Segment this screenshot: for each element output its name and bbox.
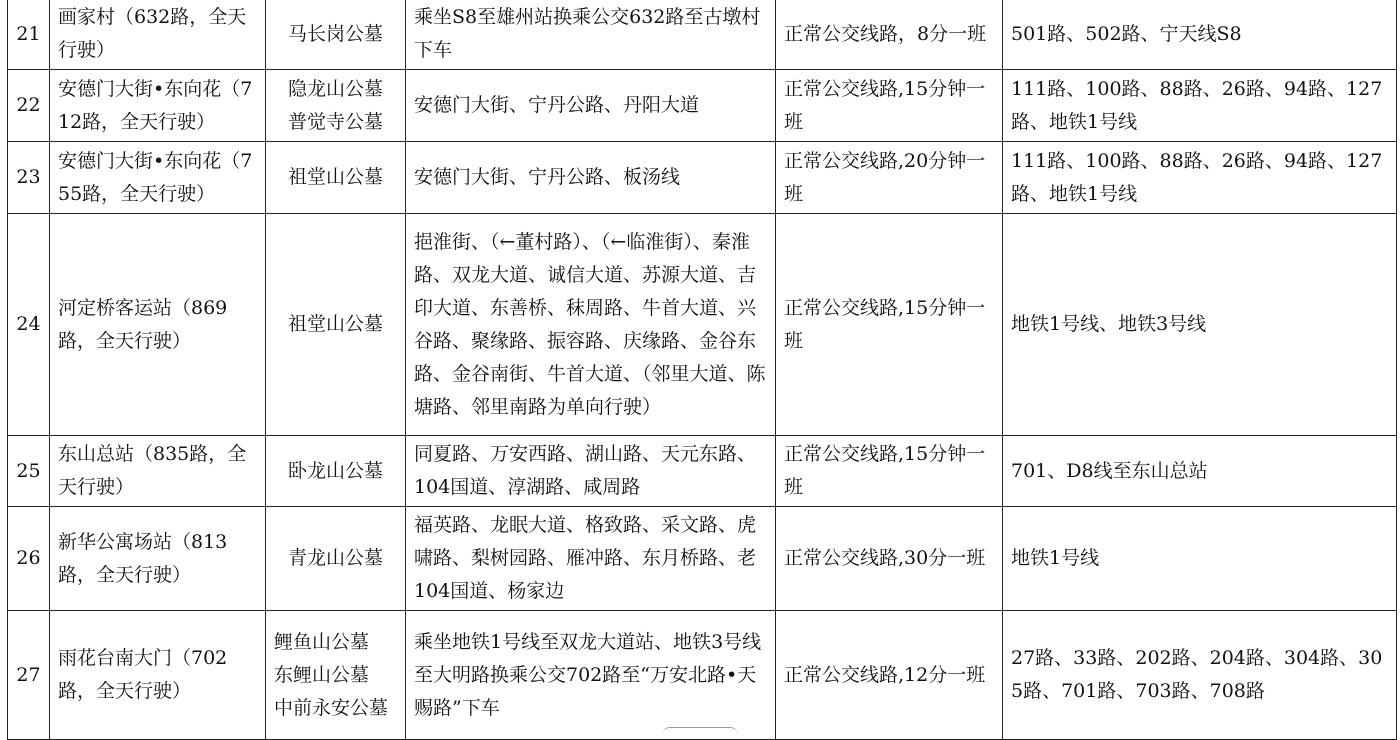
cemetery-name: 隐龙山公墓 <box>287 77 383 100</box>
service-frequency: 正常公交线路,15分钟一班 <box>776 214 1003 436</box>
cemetery-name: 中前永安公墓 <box>274 696 389 719</box>
document-page <box>7 0 1397 740</box>
table-row <box>8 70 1397 142</box>
row-number: 27 <box>8 611 50 740</box>
row-number: 22 <box>8 70 50 142</box>
cemetery-cell <box>266 436 406 507</box>
transfer-lines: 地铁1号线、地铁3号线 <box>1003 214 1397 436</box>
bus-route-table <box>7 0 1397 740</box>
cemetery-name: 祖堂山公墓 <box>287 166 383 188</box>
transfer-lines: 111路、100路、88路、26路、94路、127路、地铁1号线 <box>1003 70 1397 142</box>
cemetery-name: 东鲤山公墓 <box>274 663 370 686</box>
service-frequency: 正常公交线路,12分一班 <box>776 611 1003 740</box>
departure-stop: 安德门大街•东向花（755路，全天行驶） <box>50 142 266 214</box>
cemetery-name: 卧龙山公墓 <box>287 459 383 482</box>
service-frequency: 正常公交线路,15分钟一班 <box>776 436 1003 507</box>
row-number: 23 <box>8 142 50 214</box>
table-row <box>8 436 1397 507</box>
route-description: 安德门大街、宁丹公路、板汤线 <box>406 142 776 214</box>
transfer-lines: 地铁1号线 <box>1003 507 1397 611</box>
cemetery-cell <box>266 70 406 142</box>
cemetery-name: 普觉寺公墓 <box>287 110 383 133</box>
transfer-lines: 501路、502路、宁天线S8 <box>1003 0 1397 70</box>
transfer-lines: 27路、33路、202路、204路、304路、305路、701路、703路、708路 <box>1003 611 1397 740</box>
transfer-lines: 111路、100路、88路、26路、94路、127路、地铁1号线 <box>1003 142 1397 214</box>
departure-stop: 雨花台南大门（702路，全天行驶） <box>50 611 266 740</box>
departure-stop: 画家村（632路，全天行驶） <box>50 0 266 70</box>
row-number: 24 <box>8 214 50 436</box>
service-frequency: 正常公交线路,30分一班 <box>776 507 1003 611</box>
table-row <box>8 0 1397 70</box>
departure-stop: 东山总站（835路，全天行驶） <box>50 436 266 507</box>
table-row <box>8 142 1397 214</box>
cemetery-cell <box>266 507 406 611</box>
route-description: 乘坐地铁1号线至双龙大道站、地铁3号线至大明路换乘公交702路至“万安北路•天赐路”下车 <box>406 611 776 740</box>
cemetery-cell <box>266 214 406 436</box>
service-frequency: 正常公交线路,20分钟一班 <box>776 142 1003 214</box>
route-description: 同夏路、万安西路、湖山路、天元东路、104国道、淳湖路、咸周路 <box>406 436 776 507</box>
route-description: 安德门大街、宁丹公路、丹阳大道 <box>406 70 776 142</box>
transfer-lines: 701、D8线至东山总站 <box>1003 436 1397 507</box>
table-row <box>8 214 1397 436</box>
cemetery-cell <box>266 611 406 740</box>
cemetery-name: 青龙山公墓 <box>287 547 383 569</box>
row-number: 26 <box>8 507 50 611</box>
service-frequency: 正常公交线路,15分钟一班 <box>776 70 1003 142</box>
row-number: 25 <box>8 436 50 507</box>
route-description: 乘坐S8至雄州站换乘公交632路至古墩村下车 <box>406 0 776 70</box>
row-number: 21 <box>8 0 50 70</box>
departure-stop: 新华公寓场站（813路，全天行驶） <box>50 507 266 611</box>
table-row <box>8 507 1397 611</box>
route-description: 挹淮街、（←董村路）、（←临淮街）、秦淮路、双龙大道、诚信大道、苏源大道、吉印大道、东善桥、秣周路、牛首大道、兴谷路、聚缘路、振容路、庆缘路、金谷东路、金谷南街、牛首大道、（邻里大道、陈塘路、邻里南路为单向行驶） <box>406 214 776 436</box>
cemetery-cell <box>266 0 406 70</box>
cemetery-name: 祖堂山公墓 <box>287 313 383 335</box>
departure-stop: 河定桥客运站（869路，全天行驶） <box>50 214 266 436</box>
cemetery-cell <box>266 142 406 214</box>
departure-stop: 安德门大街•东向花（712路，全天行驶） <box>50 70 266 142</box>
cemetery-name: 马长岗公墓 <box>287 22 383 45</box>
cemetery-name: 鲤鱼山公墓 <box>274 630 370 653</box>
service-frequency: 正常公交线路，8分一班 <box>776 0 1003 70</box>
table-row <box>8 611 1397 740</box>
route-description: 福英路、龙眠大道、格致路、采文路、虎啸路、梨树园路、雁冲路、东月桥路、老104国道、杨家边 <box>406 507 776 611</box>
